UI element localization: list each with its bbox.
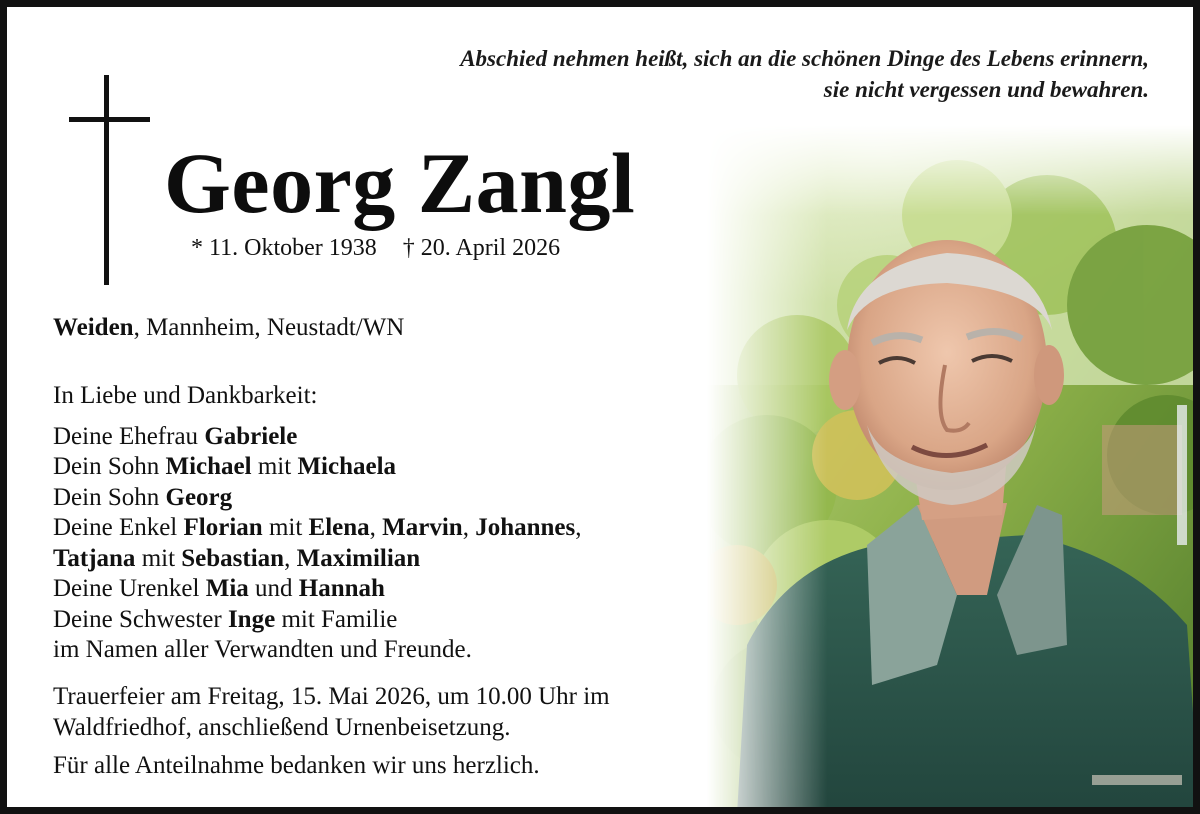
mourners-intro: In Liebe und Dankbarkeit: [53, 382, 318, 409]
life-dates [191, 233, 560, 263]
mourner-line: Dein Sohn Michael mit Michaela [53, 453, 397, 480]
deceased-name: Georg Zangl [164, 135, 636, 231]
location-line [53, 313, 404, 343]
mourners-list [53, 381, 582, 666]
death-date: † 20. April 2026 [402, 235, 561, 261]
service-line-2: Waldfriedhof, anschließend Urnenbeisetzung. [53, 714, 511, 741]
motto-line-1: Abschied nehmen heißt, sich an die schönen Dinge des Lebens erinnern, [460, 46, 1149, 71]
mourner-line: Deine Urenkel Mia und Hannah [53, 575, 385, 602]
mourner-line: Deine Schwester Inge mit Familie [53, 605, 398, 633]
motto-line-2: sie nicht vergessen und bewahren. [823, 77, 1149, 102]
birth-date: * 11. Oktober 1938 [191, 235, 377, 261]
location-primary: Weiden [53, 314, 134, 341]
service-line-1: Trauerfeier am Freitag, 15. Mai 2026, um 10.00 Uhr im [53, 683, 610, 710]
mourner-line: Dein Sohn Georg [53, 483, 233, 511]
mourner-line: Deine Enkel Florian mit Elena, Marvin, Johannes, [53, 514, 582, 541]
portrait-photo [707, 125, 1200, 814]
mourner-line: Tatjana mit Sebastian, Maximilian [53, 544, 421, 572]
funeral-service-info [53, 681, 610, 743]
mourner-line: im Namen aller Verwandten und Freunde. [53, 636, 472, 663]
location-rest: , Mannheim, Neustadt/WN [133, 314, 405, 341]
motto-quote [460, 43, 1149, 105]
mourner-line: Deine Ehefrau Gabriele [53, 422, 298, 450]
thanks-line: Für alle Anteilnahme bedanken wir uns herzlich. [53, 752, 540, 779]
